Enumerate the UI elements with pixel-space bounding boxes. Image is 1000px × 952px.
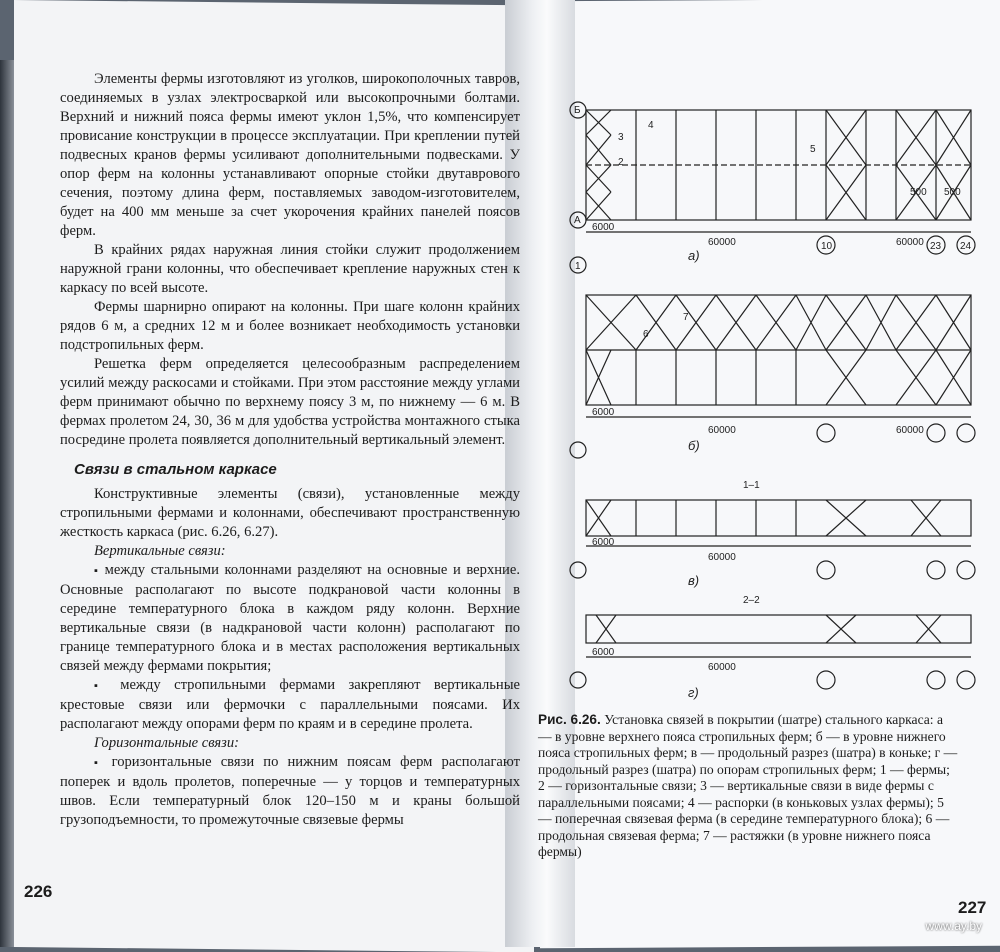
dim-label: 60000: [708, 425, 736, 436]
dim-label: 500: [910, 187, 927, 198]
figure-6-26: [548, 80, 978, 700]
callout: 4: [648, 120, 654, 131]
panel-v: [570, 500, 975, 579]
page-number-right: 227: [958, 898, 987, 917]
caption-text: Установка связей в покрытии (шатре) стального каркаса: а — в уровне верхнего пояса стропильных ферм; б — в уровне нижнего пояса стропильных ферм; в — продольный разрез (шатра) в коньке; г — продольный разрез (шатра) по опорам стропильных ферм; 1 — фермы; 2 — горизонтальные связи; 3 — вертикальные связи в виде фермы с параллельными поясами; 4 — распорки (в коньковых узлах фермы); 5 — поперечная связевая ферма (в середине температурного блока); 6 — продольная связевая ферма; 7 — растяжки (в уровне нижнего пояса фермы): [538, 712, 958, 859]
figure-caption: [538, 712, 958, 861]
dim-label: 60000: [708, 662, 736, 673]
dim-label: 500: [944, 187, 961, 198]
paragraph: Решетка ферм определяется целесообразным распределением усилий между раскосами и стойками. При этом расстояние между углами ферм принимают обычно по верхнему поясу 3 м, по нижнему — 6 м. В фермах пролетом 24, 30, 36 м для удобства устройства монтажного стыка посредине пролета появляется дополнительный вертикальный элемент.: [60, 356, 520, 448]
paragraph: Фермы шарнирно опирают на колонны. При шаге колонн крайних рядов 6 м, а средних 12 м и более возникает необходимость установки подстропильных ферм.: [60, 299, 520, 353]
section-intro: Конструктивные элементы (связи), установленные между стропильными фермами и колоннами, обеспечивают пространственную жесткость каркаса (рис. 6.26, 6.27).: [60, 486, 520, 540]
dim-label: 6000: [592, 407, 615, 418]
callout: 2: [618, 157, 624, 168]
book-edge: [0, 60, 14, 947]
section-mark: 2–2: [743, 595, 760, 606]
sub-label: г): [688, 685, 699, 700]
dim-label: 6000: [592, 222, 615, 233]
left-page-text: [60, 70, 520, 830]
dim-label: 60000: [708, 552, 736, 563]
watermark: www.ay.by: [925, 919, 982, 933]
callout: 3: [618, 132, 624, 143]
callout: 6: [643, 329, 649, 340]
axis-label: А: [574, 215, 581, 226]
axis-label: 24: [960, 241, 972, 252]
callout: 7: [683, 312, 689, 323]
caption-label: Рис. 6.26.: [538, 712, 601, 727]
dim-label: 6000: [592, 647, 615, 658]
axis-label: 23: [930, 241, 942, 252]
axis-label: Б: [574, 105, 581, 116]
bullet-item: ▪ между стропильными фермами закрепляют вертикальные крестовые связи или фермочки с параллельными поясами. Их располагают между опорами ферм по краям и в середине пролета.: [60, 676, 520, 734]
section-title: Связи в стальном каркасе: [74, 461, 277, 478]
page-number-left: 226: [24, 882, 53, 901]
dim-label: 60000: [896, 237, 924, 248]
bullet-item: ▪ горизонтальные связи по нижним поясам ферм располагают поперек и вдоль пролетов, поперечные — у торцов и температурных швов. Если температурный блок 120–150 м и краны большой грузоподъемности, то промежуточные связевые фермы: [60, 753, 520, 830]
horizontal-subtitle: Горизонтальные связи:: [94, 735, 239, 751]
axis-label: 1: [575, 261, 581, 272]
vertical-subtitle: Вертикальные связи:: [94, 543, 226, 559]
dim-label: 60000: [896, 425, 924, 436]
paragraph: В крайних рядах наружная линия стойки служит продолжением наружной грани колонны, что обеспечивает крепление наружных стен к каркасу по всей высоте.: [60, 242, 520, 296]
sub-label: б): [688, 438, 700, 453]
section-mark: 1–1: [743, 480, 760, 491]
sub-label: в): [688, 573, 700, 588]
paragraph: Элементы фермы изготовляют из уголков, широкополочных тавров, соединяемых в узлах электросваркой или высокопрочными болтами. Верхний и нижний пояса фермы имеют уклон 1,5%, что компенсирует провисание конструкции в процессе эксплуатации. При креплении путей подвесных кранов фермы усиливают дополнительными подвесками. У опор ферм на колонны устанавливают опорные стойки двутаврового сечения, поэтому длина ферм, поставляемых заводом-изготовителем, будет на 400 мм меньше за счет укорочения крайних панелей поясов ферм.: [60, 71, 520, 239]
bullet-item: ▪ между стальными колоннами разделяют на основные и верхние. Основные располагают по высоте подкрановой части колонны в середине температурного блока в каждом ряду колонн. Верхние вертикальные связи (в надкрановой части колонн) располагают по границе температурного блока и в местах расположения вертикальных связей между фермами покрытия;: [60, 561, 520, 676]
callout: 5: [810, 144, 816, 155]
sub-label: а): [688, 248, 700, 263]
panel-g: [570, 615, 975, 689]
dim-label: 6000: [592, 537, 615, 548]
axis-label: 10: [821, 241, 833, 252]
dim-label: 60000: [708, 237, 736, 248]
